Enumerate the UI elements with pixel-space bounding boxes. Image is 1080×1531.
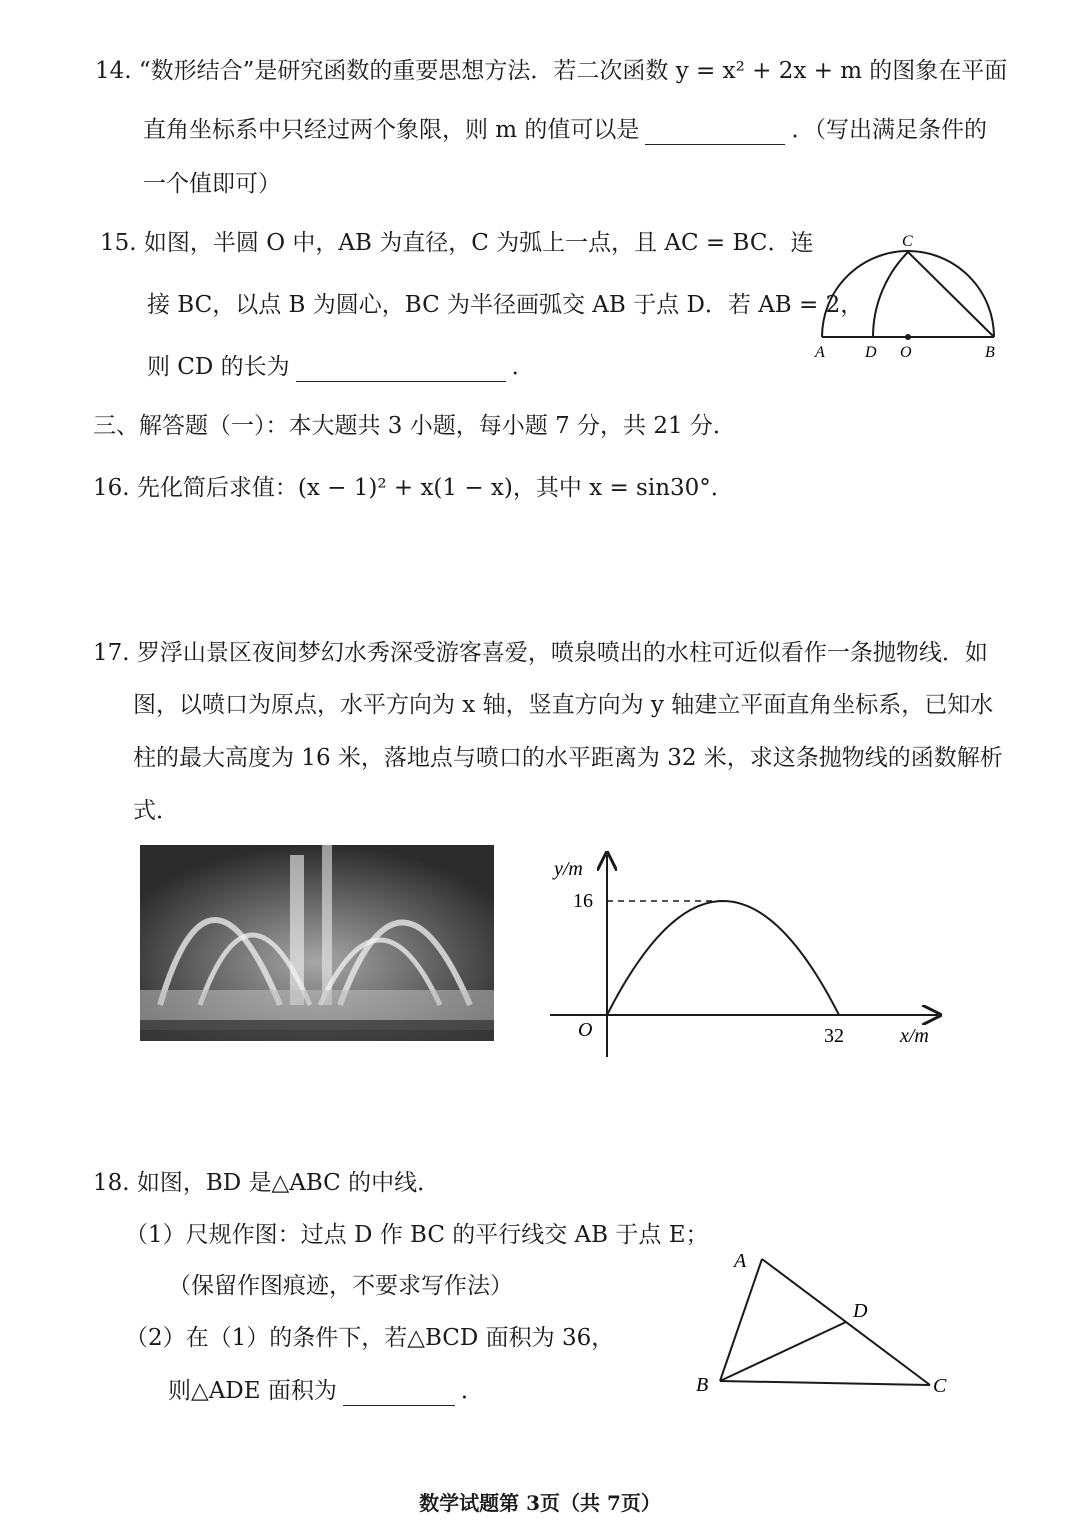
segment-bc [908,252,994,337]
q15-line3: 则 CD 的长为 ． [147,354,535,380]
q15-number: 15. [100,230,137,256]
origin-label: O [578,1019,593,1041]
q18-part1: （1）尺规作图：过点 D 作 BC 的平行线交 AB 于点 E； [125,1222,709,1248]
q18-number: 18. [93,1170,130,1196]
median-bd [720,1322,846,1381]
side-bc [720,1381,930,1385]
page-footer: 数学试题第 3页（共 7页） [419,1491,661,1515]
section-3-heading: 三、解答题（一）：本大题共 3 小题，每小题 7 分，共 21 分． [93,413,736,439]
q16-number: 16. [93,475,130,501]
label-a: A [734,1250,747,1272]
q18-answer-blank[interactable] [343,1383,455,1406]
q17-line1: 17. 罗浮山景区夜间梦幻水秀深受游客喜爱，喷泉喷出的水柱可近似看作一条抛物线．如 [93,640,988,666]
q15-line2: 接 BC，以点 B 为圆心，BC 为半径画弧交 AB 于点 D．若 AB = 2， [147,292,864,318]
q17-line2: 图，以喷口为原点，水平方向为 x 轴，竖直方向为 y 轴建立平面直角坐标系，已知水 [133,692,994,718]
side-ab [720,1259,762,1381]
q18-line1: 18. 如图，BD 是△ABC 的中线． [93,1170,441,1196]
q18-part2-line2: 则△ADE 面积为 ． [168,1378,484,1404]
fountain-photo [140,845,494,1041]
q17-parabola-chart [540,845,950,1065]
label-o: O [900,344,912,361]
q14-answer-blank[interactable] [645,122,785,145]
arc-cd [873,252,908,337]
q14-line2: 直角坐标系中只经过两个象限，则 m 的值可以是 ．（写出满足条件的 [143,117,987,143]
semicircle-arc [822,251,994,337]
q18-part2: （2）在（1）的条件下，若△BCD 面积为 36， [125,1325,615,1351]
q16-line: 16. 先化简后求值：(x − 1)² + x(1 − x)，其中 x = sin30°． [93,475,734,501]
parabola-curve [607,901,839,1015]
q14-line3: 一个值即可） [143,171,281,197]
q18-triangle-figure [690,1245,965,1395]
label-b: B [985,344,995,361]
q15-line1: 15. 如图，半圆 O 中，AB 为直径，C 为弧上一点，且 AC = BC．连 [100,230,814,256]
q15-semicircle-figure [805,232,1010,367]
label-d: D [853,1300,868,1322]
label-a: A [815,344,825,361]
label-c: C [902,233,913,250]
label-b: B [696,1374,709,1395]
x-axis-label: x/m [900,1025,929,1047]
y-axis-label: y/m [554,858,583,880]
q14-line1: 14. “数形结合”是研究函数的重要思想方法．若二次函数 y = x² + 2x + m 的图象在平面 [95,58,1008,84]
q15-answer-blank[interactable] [296,359,506,382]
q17-line4: 式． [133,798,179,824]
y-tick-16: 16 [573,890,593,912]
label-c: C [933,1375,947,1395]
q14-number: 14. [95,58,132,84]
q17-number: 17. [93,640,130,666]
x-tick-32: 32 [824,1025,844,1047]
q17-line3: 柱的最大高度为 16 米，落地点与喷口的水平距离为 32 米，求这条抛物线的函数解析 [133,745,1003,771]
center-point-o [905,334,911,340]
q18-part1-note: （保留作图痕迹，不要求写作法） [168,1273,513,1299]
label-d: D [865,344,877,361]
